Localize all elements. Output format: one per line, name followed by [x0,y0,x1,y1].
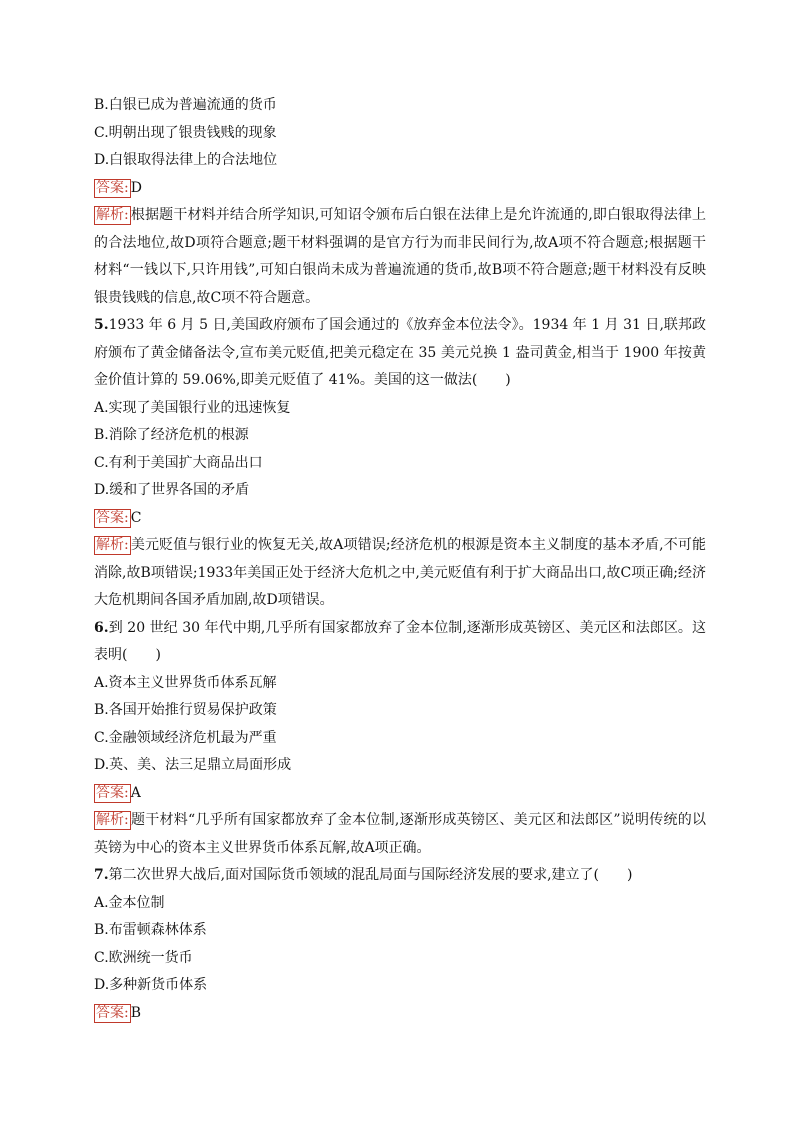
option-d: D.多种新货币体系 [94,977,208,993]
answer-line [94,175,706,203]
analysis-paragraph [94,807,706,862]
analysis-paragraph [94,532,706,615]
option-c: C.有利于美国扩大商品出口 [94,454,263,471]
question-7 [94,862,706,890]
answer-line [94,505,706,533]
option-d: D.白银取得法律上的合法地位 [94,152,278,168]
answer-line [94,1000,706,1028]
analysis-tag: 解析: [96,207,129,223]
option-b: B.白银已成为普遍流通的货币 [94,97,277,113]
answer-value: B [130,1004,142,1021]
option-c: C.欧洲统一货币 [94,949,193,966]
answer-tag: 答案: [96,509,129,526]
question-6 [94,615,706,670]
option-d: D.英、美、法三足鼎立局面形成 [94,757,292,773]
option-a: A.实现了美国银行业的迅速恢复 [94,399,291,416]
answer-tag: 答案: [96,179,129,196]
answer-tag: 答案: [96,1004,129,1021]
option-c: C.明朝出现了银贵钱贱的现象 [94,124,277,141]
question-5 [94,312,706,395]
option-a: A.资本主义世界货币体系瓦解 [94,674,277,691]
answer-tag: 答案: [96,784,129,801]
option-d: D.缓和了世界各国的矛盾 [94,482,250,498]
option-a: A.金本位制 [94,894,165,911]
analysis-paragraph [94,202,706,312]
analysis-text: 题干材料“几乎所有国家都放弃了金本位制,逐渐形成英镑区、美元区和法郎区”说明传统的以英镑为中心的资本主义世界货币体系瓦解,故A项正确。 [94,812,706,856]
answer-value: D [130,179,142,196]
analysis-tag: 解析: [96,537,129,553]
question-text: 到 20 世纪 30 年代中期,几乎所有国家都放弃了金本位制,逐渐形成英镑区、美元区和法郎区。这表明( ) [94,619,706,663]
question-number: 7. [94,867,109,883]
analysis-text: 根据题干材料并结合所学知识,可知诏令颁布后白银在法律上是允许流通的,即白银取得法律上的合法地位,故D项符合题意;题干材料强调的是官方行为而非民间行为,故A项不符合题意;根据题干材料“一钱以下,只许用钱”,可知白银尚未成为普遍流通的货币,故B项不符合题意;题干材料没有反映银贵钱贱的信息,故C项不符合题意。 [94,207,706,306]
option-b: B.布雷顿森林体系 [94,922,207,938]
option-c: C.金融领域经济危机最为严重 [94,729,277,746]
answer-line [94,780,706,808]
answer-value: A [130,784,141,801]
question-content [94,92,706,1027]
option-b: B.消除了经济危机的根源 [94,427,249,443]
answer-value: C [130,509,142,526]
analysis-tag: 解析: [96,812,129,828]
question-number: 5. [94,317,109,333]
analysis-text: 美元贬值与银行业的恢复无关,故A项错误;经济危机的根源是资本主义制度的基本矛盾,不可能消除,故B项错误;1933年美国正处于经济大危机之中,美元贬值有利于扩大商品出口,故C项正确;经济大危机期间各国矛盾加剧,故D项错误。 [94,537,706,608]
question-text: 1933 年 6 月 5 日,美国政府颁布了国会通过的《放弃金本位法令》。1934 年 1 月 31 日,联邦政府颁布了黄金储备法令,宣布美元贬值,把美元稳定在 35 美元兑换 1 盎司黄金,相当于 1900 年按黄金价值计算的 59.06%,即美元贬值了 41%。美国的这一做法( ) [94,317,706,388]
option-b: B.各国开始推行贸易保护政策 [94,702,277,718]
question-number: 6. [94,619,109,636]
question-text: 第二次世界大战后,面对国际货币领域的混乱局面与国际经济发展的要求,建立了( ) [108,867,633,883]
